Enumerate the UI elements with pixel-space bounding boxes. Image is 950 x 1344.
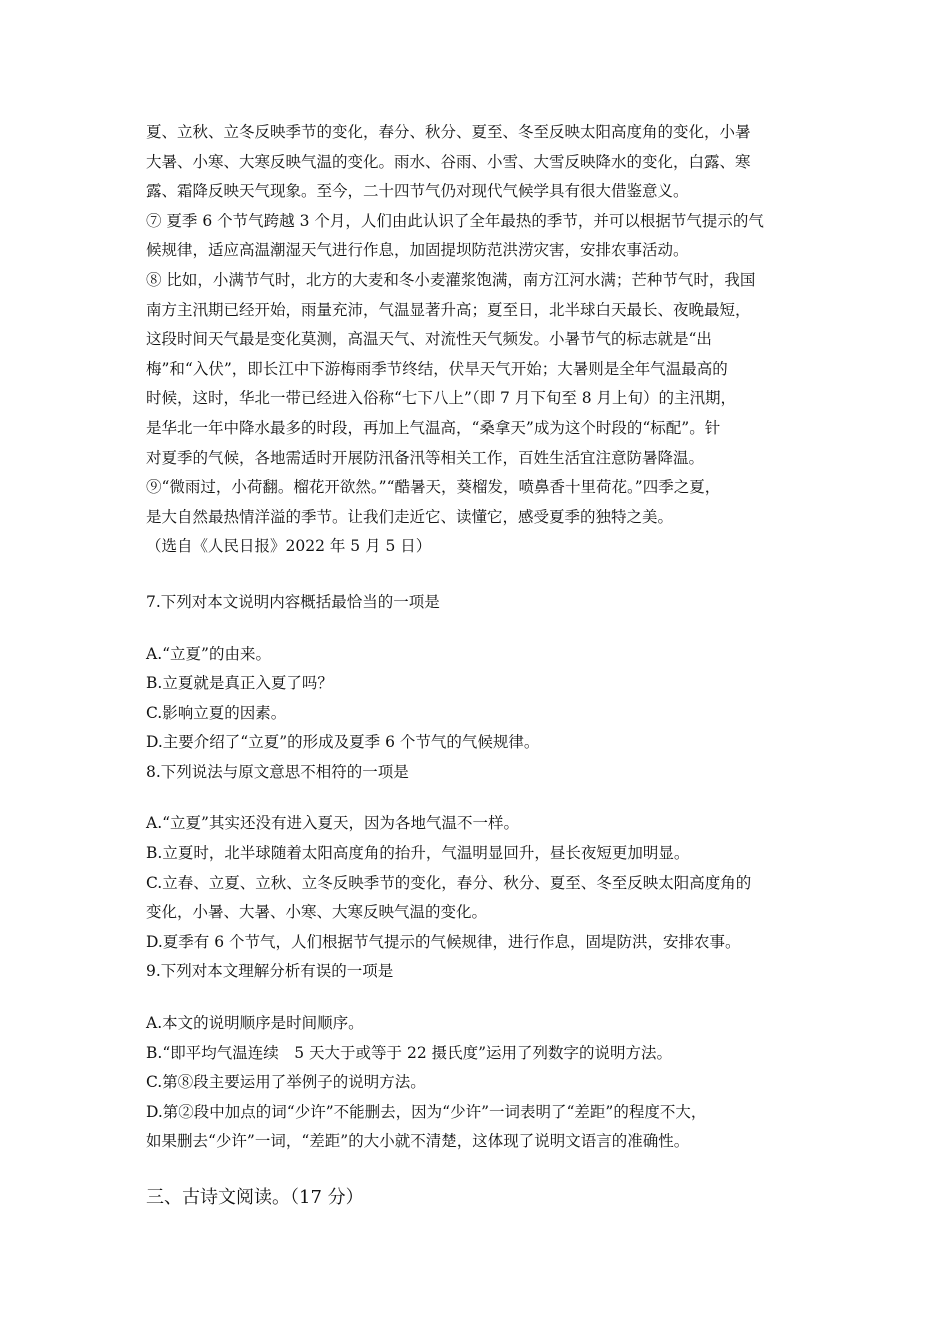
option-d: D.主要介绍了“立夏”的形成及夏季 6 个节气的气候规律。 [146, 733, 540, 752]
article-source: （选自《人民日报》2022 年 5 月 5 日） [146, 537, 432, 556]
option-a: A.本文的说明顺序是时间顺序。 [146, 1014, 364, 1033]
option-b: B.“即平均气温连续 5 天大于或等于 22 摄氏度”运用了列数字的说明方法。 [146, 1043, 673, 1062]
document-page [146, 118, 818, 1213]
question-8 [146, 758, 818, 958]
section-heading: 三、古诗文阅读。（17 分） [146, 1187, 364, 1208]
article-line: 时候，这时，华北一带已经进入俗称“七下八上”（即 7 月下旬至 8 月上旬）的主汛期， [146, 389, 737, 408]
option-d-continued: 如果删去“少许”一词，“差距”的大小就不清楚，这体现了说明文语言的准确性。 [146, 1132, 690, 1151]
option-d: D.夏季有 6 个节气，人们根据节气提示的气候规律，进行作息，固堤防洪，安排农事。 [146, 932, 741, 951]
article-line: 南方主汛期已经开始，雨量充沛，气温显著升高；夏至日，北半球白天最长、夜晚最短， [146, 300, 751, 319]
article-line: 大暑、小寒、大寒反映气温的变化。雨水、谷雨、小雪、大雪反映降水的变化，白露、寒 [146, 152, 751, 171]
article-line: 是华北一年中降水最多的时段，再加上气温高，“桑拿天”成为这个时段的“标配”。针 [146, 418, 721, 437]
question-7 [146, 588, 818, 758]
option-c: C.第⑧段主要运用了举例子的说明方法。 [146, 1073, 426, 1092]
option-c-continued: 变化，小暑、大暑、小寒、大寒反映气温的变化。 [146, 903, 488, 922]
option-d: D.第②段中加点的词“少许”不能删去，因为“少许”一词表明了“差距”的程度不大， [146, 1102, 707, 1121]
question-stem: 7.下列对本文说明内容概括最恰当的一项是 [146, 592, 440, 611]
article-line: 这段时间天气最是变化莫测，高温天气、对流性天气频发。小暑节气的标志就是“出 [146, 330, 712, 349]
article-line: 是大自然最热情洋溢的季节。让我们走近它、读懂它，感受夏季的独特之美。 [146, 507, 674, 526]
article-line: 梅”和“入伏”，即长江中下游梅雨季节终结，伏旱天气开始；大暑则是全年气温最高的 [146, 359, 728, 378]
option-b: B.立夏就是真正入夏了吗？ [146, 674, 333, 693]
paragraph-9-line: ⑨“微雨过，小荷翻。榴花开欲然。”“酷暑天，葵榴发，喷鼻香十里荷花。”四季之夏， [146, 478, 721, 497]
article-text [146, 118, 818, 562]
option-c: C.立春、立夏、立秋、立冬反映季节的变化，春分、秋分、夏至、冬至反映太阳高度角的 [146, 873, 752, 892]
paragraph-7-line: ⑦ 夏季 6 个节气跨越 3 个月，人们由此认识了全年最热的季节，并可以根据节气提示的气 [146, 211, 764, 230]
option-b: B.立夏时，北半球随着太阳高度角的抬升，气温明显回升，昼长夜短更加明显。 [146, 844, 690, 863]
article-line: 候规律，适应高温潮湿天气进行作息，加固提坝防范洪涝灾害，安排农事活动。 [146, 241, 689, 260]
option-c: C.影响立夏的因素。 [146, 703, 287, 722]
article-line: 对夏季的气候，各地需适时开展防汛备汛等相关工作，百姓生活宜注意防暑降温。 [146, 448, 705, 467]
question-stem: 8.下列说法与原文意思不相符的一项是 [146, 762, 409, 781]
option-a: A.“立夏”其实还没有进入夏天，因为各地气温不一样。 [146, 814, 519, 833]
question-stem: 9.下列对本文理解分析有误的一项是 [146, 962, 394, 981]
article-line: 夏、立秋、立冬反映季节的变化，春分、秋分、夏至、冬至反映太阳高度角的变化，小暑 [146, 123, 751, 141]
article-line: 露、霜降反映天气现象。至今，二十四节气仍对现代气候学具有很大借鉴意义。 [146, 182, 689, 201]
option-a: A.“立夏”的由来。 [146, 644, 271, 663]
question-9 [146, 957, 818, 1157]
paragraph-8-line: ⑧ 比如，小满节气时，北方的大麦和冬小麦灌浆饱满，南方江河水满；芒种节气时，我国 [146, 270, 756, 289]
